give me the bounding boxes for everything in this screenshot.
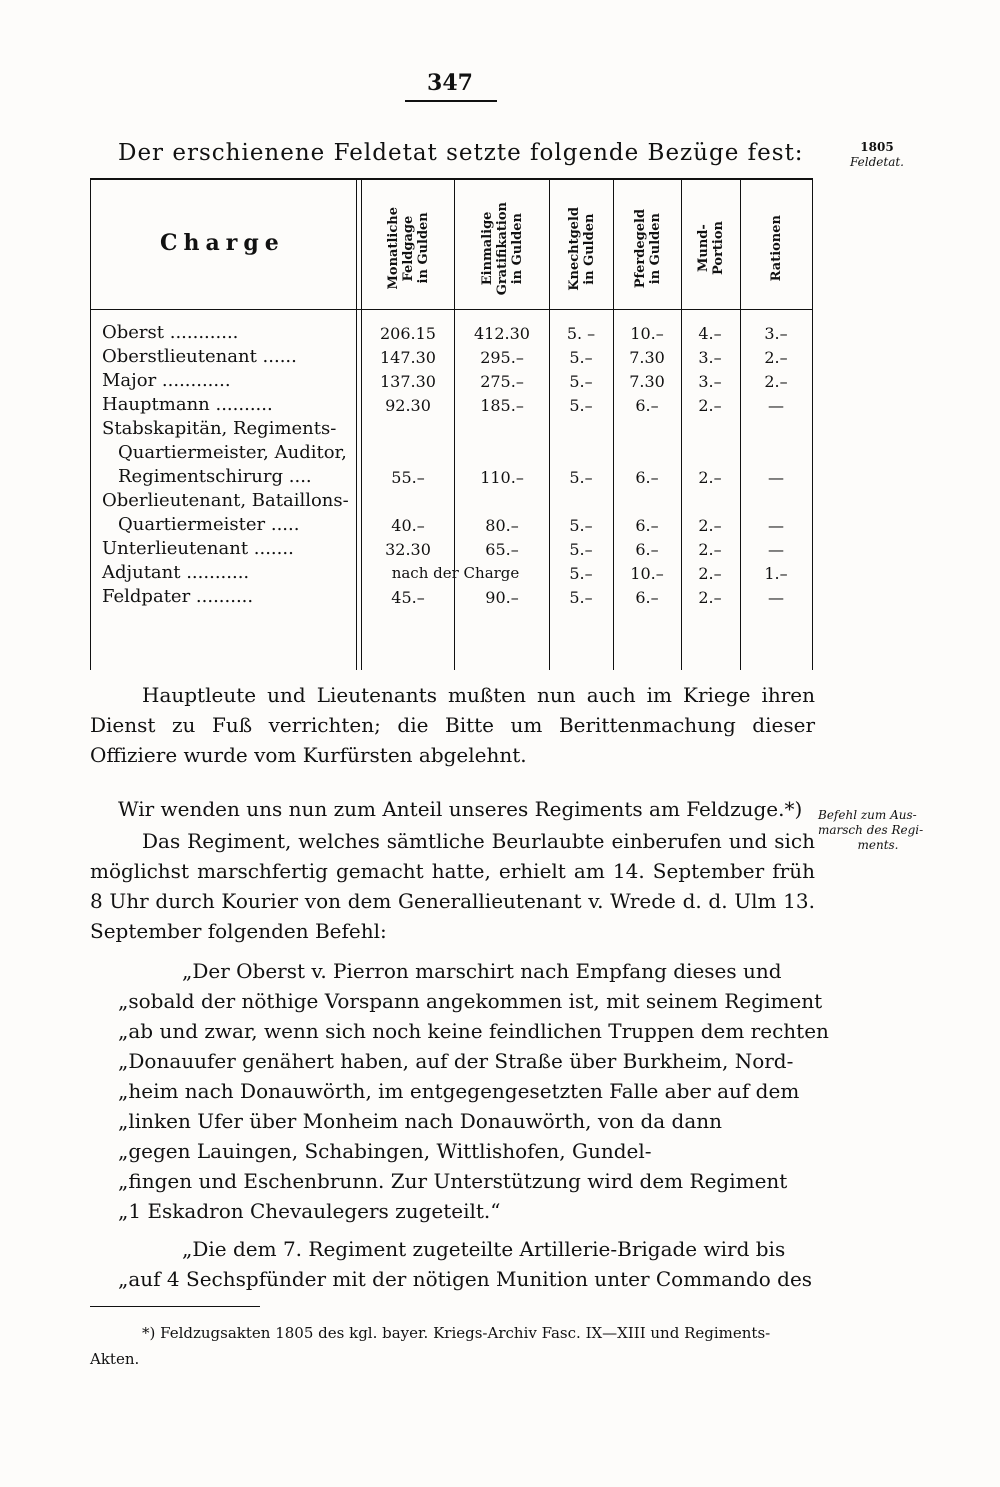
margin-note-order (818, 808, 943, 853)
paragraph-campaign: Wir wenden uns nun zum Anteil unseres Regiments am Feldzuge.*) (118, 797, 803, 821)
value-cell: 2.– (764, 348, 788, 367)
charge-name: Hauptmann .......... (102, 394, 273, 415)
quote-line: „sobald der nöthige Vorspann angekommen ist, mit seinem Regiment (118, 989, 823, 1013)
value-cell: 5.– (569, 540, 593, 559)
value-cell: 6.– (635, 588, 659, 607)
charge-name: Quartiermeister ..... (118, 514, 300, 535)
margin-note-text: Feldetat. (849, 155, 904, 169)
header-rations: Rationen (769, 215, 784, 282)
value-cell: 5.– (569, 372, 593, 391)
value-cell: 3.– (698, 348, 722, 367)
quote-artillery (118, 1234, 815, 1294)
header-horse-money: Pferdegeld in Gulden (632, 208, 663, 289)
value-cell: 2.– (698, 588, 722, 607)
value-cell: 2.– (698, 468, 722, 487)
value-cell: 7.30 (629, 372, 665, 391)
table-row (90, 564, 813, 588)
charge-name: Feldpater .......... (102, 586, 254, 607)
quote-line: „heim nach Donauwörth, im entgegengesetzten Falle aber auf dem (118, 1079, 800, 1103)
value-cell: 275.– (480, 372, 524, 391)
header-mouth-portion: Mund- Portion (696, 221, 726, 276)
charge-name: Adjutant ........... (102, 562, 250, 583)
pay-table (90, 178, 813, 670)
quote-line: „auf 4 Sechspfünder mit der nötigen Munition unter Commando des (118, 1267, 813, 1291)
footnote: *) Feldzugsakten 1805 des kgl. bayer. Kriegs-Archiv Fasc. IX—XIII und Regiments-Akten. (90, 1324, 771, 1368)
charge-name: Oberstlieutenant ...... (102, 346, 297, 367)
charge-name: Oberlieutenant, Bataillons- (102, 490, 349, 511)
value-cell: 2.– (764, 372, 788, 391)
quote-line: „Der Oberst v. Pierron marschirt nach Empfang dieses und (182, 959, 782, 983)
value-cell: 7.30 (629, 348, 665, 367)
value-cell: 92.30 (385, 396, 431, 415)
value-cell: 2.– (698, 540, 722, 559)
value-cell: 10.– (630, 324, 664, 343)
value-cell: 137.30 (380, 372, 436, 391)
value-cell: 412.30 (474, 324, 530, 343)
table-row (90, 372, 813, 396)
value-cell: 40.– (391, 516, 425, 535)
quote-line: „1 Eskadron Chevaulegers zugeteilt.“ (118, 1199, 501, 1223)
value-cell: 3.– (764, 324, 788, 343)
value-cell: — (768, 396, 784, 415)
header-charge: Charge (160, 230, 285, 256)
quote-line: „fingen und Eschenbrunn. Zur Unterstützung wird dem Regiment (118, 1169, 788, 1193)
charge-name: Unterlieutenant ....... (102, 538, 294, 559)
value-cell: 2.– (698, 516, 722, 535)
value-cell: 1.– (764, 564, 788, 583)
value-cell: 206.15 (380, 324, 436, 343)
value-cell: 147.30 (380, 348, 436, 367)
value-cell: — (768, 540, 784, 559)
value-cell: 90.– (485, 588, 519, 607)
table-row (90, 324, 813, 348)
value-cell: 45.– (391, 588, 425, 607)
charge-name: Oberst ............ (102, 322, 239, 343)
quote-line: „Die dem 7. Regiment zugeteilte Artillerie-Brigade wird bis (182, 1237, 786, 1261)
value-cell: 5.– (569, 564, 593, 583)
margin-note-feldetat (842, 140, 912, 170)
charge-name: Quartiermeister, Auditor, (118, 442, 347, 463)
table-row (90, 492, 813, 540)
quote-line: „linken Ufer über Monheim nach Donauwörth, von da dann (118, 1109, 723, 1133)
value-cell: 3.– (698, 372, 722, 391)
charge-name: Stabskapitän, Regiments- (102, 418, 337, 439)
value-cell: 2.– (698, 396, 722, 415)
value-cell: 6.– (635, 540, 659, 559)
header-servant-money: Knechtgeld in Gulden (566, 206, 597, 291)
paragraph-regiment: Das Regiment, welches sämtliche Beurlaubte einberufen und sich möglichst marschfertig gemacht hatte, erhielt am 14. September früh 8 Uhr durch Kourier von dem Generallieutenant v. Wrede d. d. Ulm 13. September folgenden Befehl: (90, 829, 815, 943)
value-cell: 32.30 (385, 540, 431, 559)
margin-note-line: marsch des Regi- (818, 823, 924, 837)
value-cell: 185.– (480, 396, 524, 415)
span-cell: nach der Charge (391, 564, 520, 582)
value-cell: 5.– (569, 468, 593, 487)
value-cell: — (768, 588, 784, 607)
page-number-rule (405, 100, 497, 102)
charge-name: Major ............ (102, 370, 231, 391)
value-cell: 5. – (566, 324, 596, 343)
value-cell: 10.– (630, 564, 664, 583)
value-cell: — (768, 468, 784, 487)
table-row (90, 396, 813, 420)
value-cell: 5.– (569, 396, 593, 415)
header-monthly-pay: Monatliche Feldgage in Gulden (385, 207, 431, 290)
intro-line: Der erschienene Feldetat setzte folgende Bezüge fest: (118, 140, 804, 166)
value-cell: 6.– (635, 396, 659, 415)
value-cell: 5.– (569, 348, 593, 367)
value-cell: — (768, 516, 784, 535)
page-number: 347 (427, 70, 473, 96)
table-row (90, 348, 813, 372)
paragraph-captains: Hauptleute und Lieutenants mußten nun auch im Kriege ihren Dienst zu Fuß verrichten; die Bitte um Berittenmachung dieser Offiziere wurde vom Kurfürsten abgelehnt. (90, 683, 815, 767)
value-cell: 5.– (569, 588, 593, 607)
margin-note-line: ments. (857, 838, 899, 852)
value-cell: 4.– (698, 324, 722, 343)
value-cell: 5.– (569, 516, 593, 535)
table-row (90, 540, 813, 564)
value-cell: 6.– (635, 468, 659, 487)
quote-line: „gegen Lauingen, Schabingen, Wittlishofen, Gundel- (118, 1139, 652, 1163)
value-cell: 2.– (698, 564, 722, 583)
margin-note-year: 1805 (860, 140, 894, 154)
margin-note-line: Befehl zum Aus- (818, 808, 917, 822)
charge-name: Regimentschirurg .... (118, 466, 312, 487)
footnote-rule (90, 1306, 260, 1307)
header-one-time-gratuity: Einmalige Gratifikation in Gulden (479, 201, 525, 296)
value-cell: 6.– (635, 516, 659, 535)
quote-order (118, 956, 829, 1226)
value-cell: 80.– (485, 516, 519, 535)
value-cell: 295.– (480, 348, 524, 367)
quote-line: „Donauufer genähert haben, auf der Straße über Burkheim, Nord- (118, 1049, 794, 1073)
table-top-rule (90, 178, 813, 180)
value-cell: 65.– (485, 540, 519, 559)
value-cell: 110.– (480, 468, 524, 487)
value-cell: 55.– (391, 468, 425, 487)
table-row (90, 420, 813, 492)
quote-line: „ab und zwar, wenn sich noch keine feindlichen Truppen dem rechten (118, 1019, 829, 1043)
table-row (90, 588, 813, 612)
